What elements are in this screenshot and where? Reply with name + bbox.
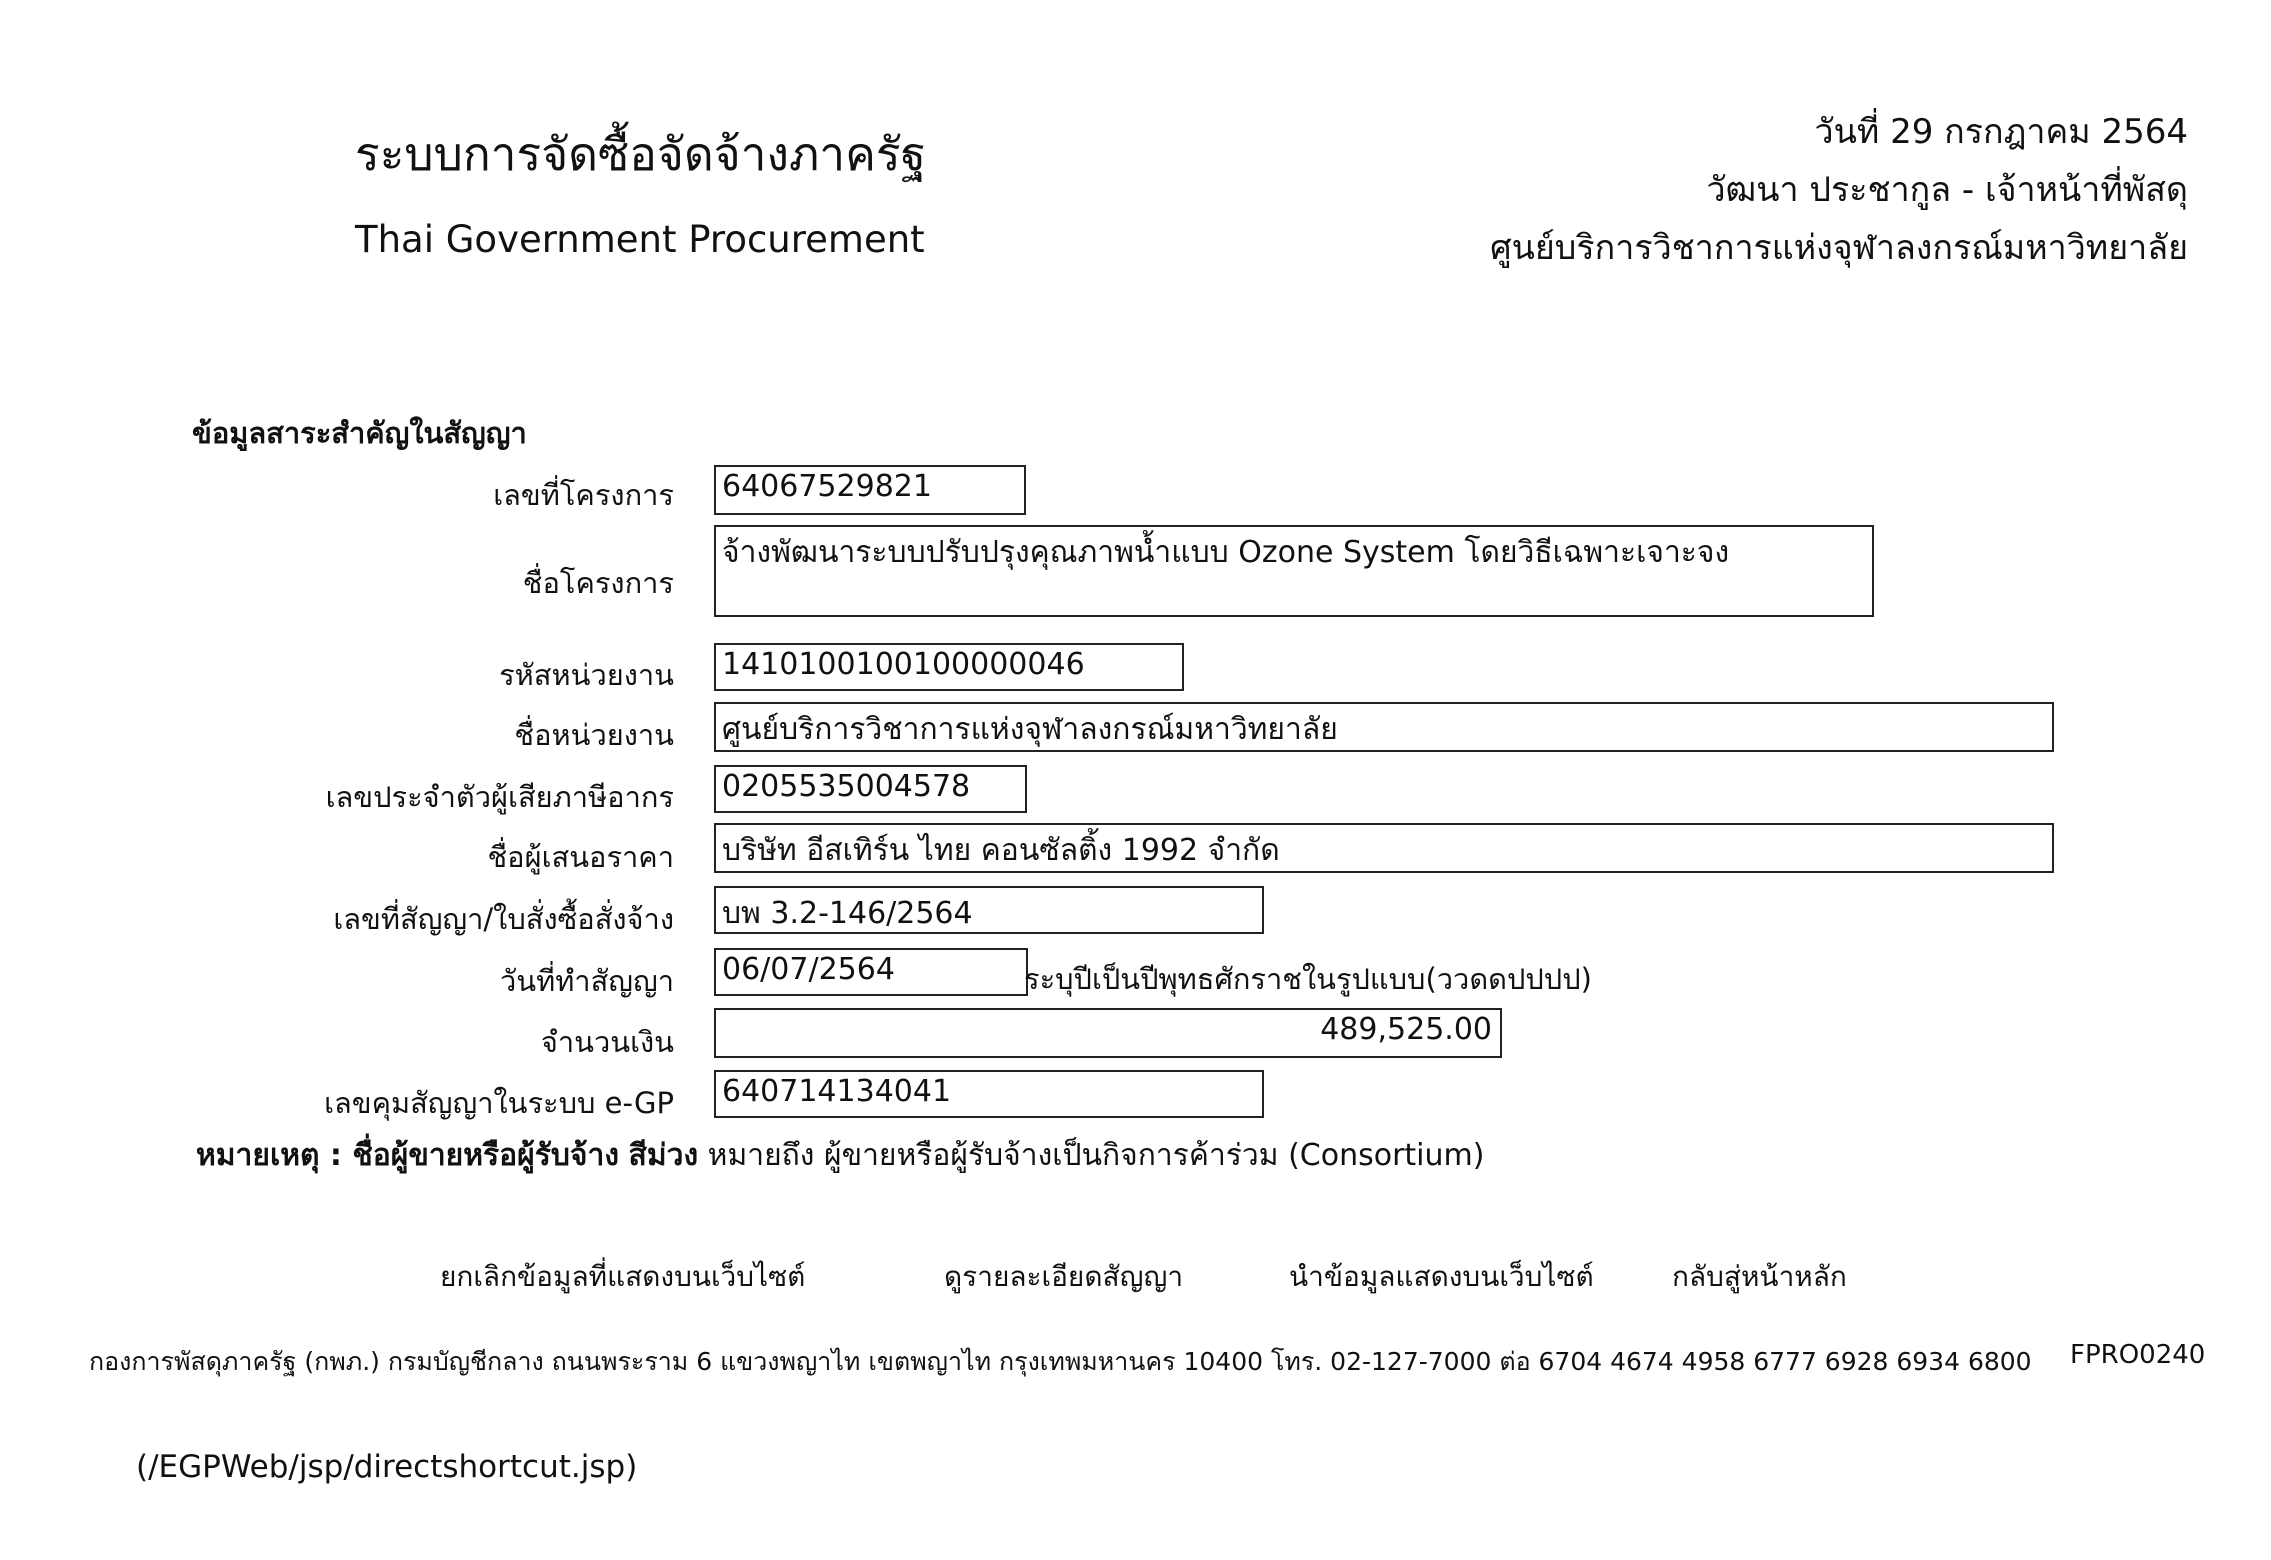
project-name-field[interactable]: จ้างพัฒนาระบบปรับปรุงคุณภาพน้ำแบบ Ozone System โดยวิธีเฉพาะเจาะจง [714,525,1874,617]
system-title-en: Thai Government Procurement [355,218,925,261]
contract-date-hint: ระบุปีเป็นปีพุทธศักราชในรูปแบบ(ววดดปปปป) [1024,962,1592,996]
section-heading: ข้อมูลสาระสำคัญในสัญญา [192,416,527,450]
unit-name-field[interactable]: ศูนย์บริการวิชาการแห่งจุฬาลงกรณ์มหาวิทยาลัย [714,702,2054,752]
contract-no-field[interactable]: บพ 3.2-146/2564 [714,886,1264,934]
contract-date-label: วันที่ทำสัญญา [499,964,674,998]
header-date: วันที่ 29 กรกฎาคม 2564 [1814,112,2188,152]
egp-control-no-label: เลขคุมสัญญาในระบบ e-GP [324,1086,674,1120]
unit-name-label: ชื่อหน่วยงาน [514,718,674,752]
note-suffix: หมายถึง ผู้ขายหรือผู้รับจ้างเป็นกิจการค้าร่วม (Consortium) [707,1138,1485,1173]
footer-address: กองการพัสดุภาครัฐ (กพภ.) กรมบัญชีกลาง ถนนพระราม 6 แขวงพญาไท เขตพญาไท กรุงเทพมหานคร 10400 โทร. 02-127-7000 ต่อ 6704 4674 4958 6777 6928 6934 6800 [89,1347,2032,1376]
project-no-label: เลขที่โครงการ [493,478,674,512]
header-user: วัฒนา ประชากูล - เจ้าหน้าที่พัสดุ [1706,170,2188,210]
project-name-label: ชื่อโครงการ [522,566,674,600]
header-organization: ศูนย์บริการวิชาการแห่งจุฬาลงกรณ์มหาวิทยาลัย [1490,228,2188,268]
project-no-field[interactable]: 64067529821 [714,465,1026,515]
cancel-display-link[interactable]: ยกเลิกข้อมูลที่แสดงบนเว็บไซต์ [440,1260,806,1293]
consortium-note [196,1132,1484,1179]
unit-code-label: รหัสหน่วยงาน [499,658,674,692]
note-color-word: สีม่วง [628,1138,699,1173]
back-to-home-link[interactable]: กลับสู่หน้าหลัก [1672,1260,1847,1293]
bidder-label: ชื่อผู้เสนอราคา [487,840,674,874]
contract-no-label: เลขที่สัญญา/ใบสั่งซื้อสั่งจ้าง [333,902,674,936]
unit-code-field[interactable]: 1410100100100000046 [714,643,1184,691]
contract-date-field[interactable]: 06/07/2564 [714,948,1028,996]
form-code: FPRO0240 [2070,1340,2206,1370]
tax-id-field[interactable]: 0205535004578 [714,765,1027,813]
publish-to-website-link[interactable]: นำข้อมูลแสดงบนเว็บไซต์ [1289,1260,1594,1293]
tax-id-label: เลขประจำตัวผู้เสียภาษีอากร [325,780,674,814]
view-contract-detail-link[interactable]: ดูรายละเอียดสัญญา [944,1260,1184,1293]
amount-field[interactable]: 489,525.00 [714,1008,1502,1058]
note-prefix: หมายเหตุ : ชื่อผู้ขายหรือผู้รับจ้าง [196,1138,619,1173]
egp-control-no-field[interactable]: 640714134041 [714,1070,1264,1118]
bidder-field[interactable]: บริษัท อีสเทิร์น ไทย คอนซัลติ้ง 1992 จำกัด [714,823,2054,873]
amount-label: จำนวนเงิน [540,1025,674,1059]
system-title-th: ระบบการจัดซื้อจัดจ้างภาครัฐ [355,127,926,181]
url-path: (/EGPWeb/jsp/directshortcut.jsp) [136,1449,638,1485]
